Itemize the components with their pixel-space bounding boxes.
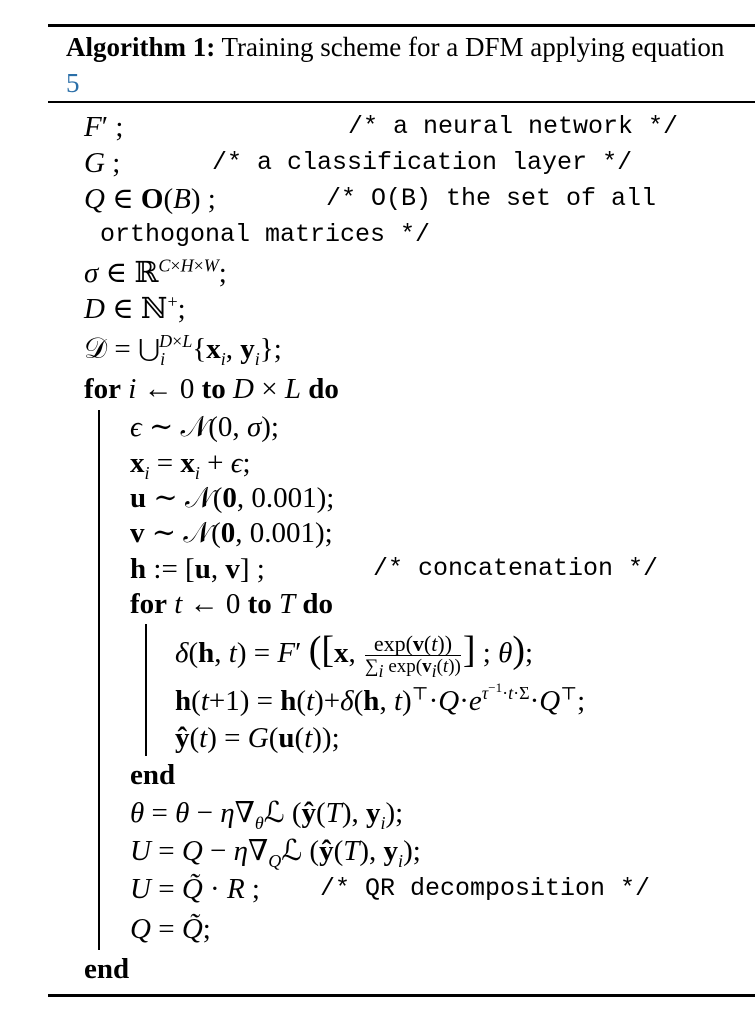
algo-line-14: δ(h, t) = F′ ([x, $\frac{\exp(v(t))}{\sum_i \exp(v_i(t))}$ ] ; θ); bbox=[175, 629, 534, 681]
algo-line-18: $\theta = \theta - \eta\nabla_\theta ℒ$ (ŷ(T), $y_i$); bbox=[130, 797, 404, 833]
inner-loop-bar bbox=[145, 624, 147, 756]
algo-line-7: for i ← 0 to D × L do bbox=[84, 373, 339, 405]
algo-line-19: $U = Q - \eta\nabla_Qℒ$ (ŷ(T), $y_i$); bbox=[130, 835, 421, 871]
algo-line-9: $x_i = x_i + \epsilon$; bbox=[130, 447, 251, 483]
algo-line-22: end bbox=[84, 953, 130, 985]
algo-line-17: end bbox=[130, 759, 176, 791]
outer-loop-bar bbox=[98, 410, 100, 950]
comment-orthogonal-set-cont: orthogonal matrices */ bbox=[100, 220, 431, 249]
top-rule bbox=[48, 24, 755, 27]
algo-line-3: Q ∈ O(B) ; bbox=[84, 183, 216, 215]
algo-line-16: ŷ(t) = G(u(t)); bbox=[175, 722, 340, 754]
bottom-rule bbox=[48, 994, 755, 997]
algo-line-12: h := [u, v] ; bbox=[130, 553, 265, 585]
algo-line-4: σ ∈ ℝ$^{C\times H\times W}$; bbox=[84, 255, 227, 289]
comment-neural-network: /* a neural network */ bbox=[348, 112, 679, 141]
algo-line-11: v ∼ 𝒩(0, 0.001); bbox=[130, 517, 333, 549]
algo-line-20: U = Q̃ · R ; bbox=[130, 873, 260, 905]
caption-rule bbox=[48, 101, 755, 103]
algo-line-10: u ∼ 𝒩(0, 0.001); bbox=[130, 482, 335, 514]
algo-line-2: G ; bbox=[84, 147, 121, 179]
algo-line-1: F′ ; bbox=[84, 111, 124, 143]
comment-classification-layer: /* a classification layer */ bbox=[212, 148, 633, 177]
algorithm-label: Algorithm 1: bbox=[66, 32, 216, 62]
comment-qr-decomposition: /* QR decomposition */ bbox=[320, 874, 651, 903]
algorithm-title: Training scheme for a DFM applying equation bbox=[221, 32, 725, 62]
algo-line-5: D ∈ ℕ+; bbox=[84, 291, 186, 325]
algo-line-6: 𝒟 = $⋃_i^{D\times L}\{x_i$, $y_i$}; bbox=[84, 331, 282, 369]
algo-line-8: ϵ ∼ 𝒩(0, σ); bbox=[130, 411, 279, 443]
algorithm-caption bbox=[66, 29, 726, 101]
algo-line-13: for t ← 0 to T do bbox=[130, 588, 334, 620]
equation-reference-link[interactable]: 5 bbox=[66, 68, 80, 98]
comment-orthogonal-set: /* O(B) the set of all bbox=[326, 184, 657, 213]
algo-line-21: Q = Q̃; bbox=[130, 913, 211, 945]
comment-concatenation: /* concatenation */ bbox=[373, 554, 659, 583]
algo-line-15: h(t+1) = h(t)+δ(h, $t)^⊤\cdot Q\cdot e^{\tau^{-1}\cdot t\cdot\Sigma}\cdot Q^⊤$; bbox=[175, 680, 586, 717]
